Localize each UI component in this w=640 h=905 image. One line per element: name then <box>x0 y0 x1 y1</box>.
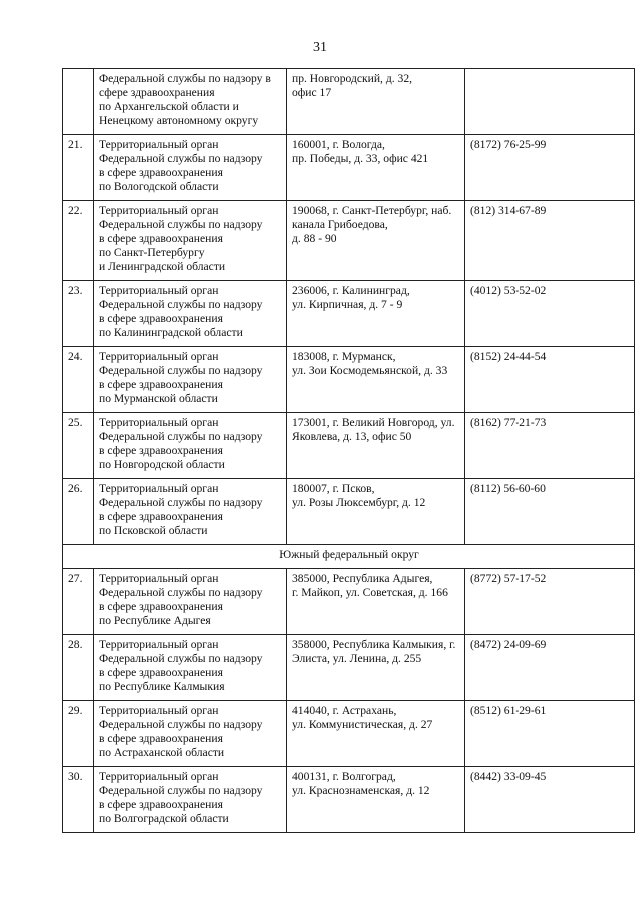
address-line: ул. Коммунистическая, д. 27 <box>292 718 433 731</box>
table-row <box>63 569 635 635</box>
name-line: Территориальный орган <box>99 204 219 217</box>
name-line: Федеральной службы по надзору <box>99 298 263 311</box>
name-line: Федеральной службы по надзору <box>99 652 263 665</box>
address-line: ул. Кирпичная, д. 7 - 9 <box>292 298 403 311</box>
name-line: по Архангельской области и <box>99 100 239 113</box>
table-row <box>63 479 635 545</box>
organization-phone: (8152) 24-44-54 <box>465 347 635 413</box>
organization-name <box>94 701 287 767</box>
table-row <box>63 635 635 701</box>
address-line: 414040, г. Астрахань, <box>292 704 397 717</box>
address-line: 358000, Республика Калмыкия, г. <box>292 638 456 651</box>
organization-address <box>287 479 465 545</box>
organization-address <box>287 135 465 201</box>
table-row <box>63 135 635 201</box>
name-line: по Республике Адыгея <box>99 614 211 627</box>
organization-phone: (8172) 76-25-99 <box>465 135 635 201</box>
organization-name <box>94 767 287 833</box>
address-line: Яковлева, д. 13, офис 50 <box>292 430 412 443</box>
organization-name <box>94 635 287 701</box>
address-line: канала Грибоедова, <box>292 218 388 231</box>
name-line: по Псковской области <box>99 524 208 537</box>
table-row <box>63 281 635 347</box>
name-line: в сфере здравоохранения <box>99 666 223 679</box>
name-line: по Вологодской области <box>99 180 219 193</box>
organization-phone: (8472) 24-09-69 <box>465 635 635 701</box>
organization-phone: (4012) 53-52-02 <box>465 281 635 347</box>
organization-address <box>287 767 465 833</box>
row-number: 26. <box>63 479 94 545</box>
name-line: Территориальный орган <box>99 572 219 585</box>
organization-name <box>94 413 287 479</box>
name-line: Федеральной службы по надзору <box>99 152 263 165</box>
address-line: 190068, г. Санкт-Петербург, наб. <box>292 204 452 217</box>
row-number: 25. <box>63 413 94 479</box>
address-line: 400131, г. Волгоград, <box>292 770 396 783</box>
name-line: Федеральной службы по надзору <box>99 218 263 231</box>
name-line: Территориальный орган <box>99 350 219 363</box>
table-row <box>63 347 635 413</box>
name-line: Федеральной службы по надзору в <box>99 72 271 85</box>
name-line: Территориальный орган <box>99 770 219 783</box>
organization-address <box>287 413 465 479</box>
organization-name <box>94 479 287 545</box>
organization-phone: (8512) 61-29-61 <box>465 701 635 767</box>
organization-phone <box>465 69 635 135</box>
address-line: д. 88 - 90 <box>292 232 337 245</box>
row-number: 27. <box>63 569 94 635</box>
organization-address <box>287 569 465 635</box>
name-line: в сфере здравоохранения <box>99 798 223 811</box>
organization-phone: (8442) 33-09-45 <box>465 767 635 833</box>
name-line: Федеральной службы по надзору <box>99 586 263 599</box>
name-line: Ненецкому автономному округу <box>99 114 259 127</box>
name-line: по Астраханской области <box>99 746 225 759</box>
name-line: по Волгоградской области <box>99 812 229 825</box>
organization-name <box>94 347 287 413</box>
name-line: Территориальный орган <box>99 416 219 429</box>
row-number: 28. <box>63 635 94 701</box>
table-row <box>63 767 635 833</box>
name-line: Территориальный орган <box>99 284 219 297</box>
table-row <box>63 413 635 479</box>
name-line: в сфере здравоохранения <box>99 232 223 245</box>
address-line: Элиста, ул. Ленина, д. 255 <box>292 652 422 665</box>
organization-address <box>287 701 465 767</box>
name-line: Территориальный орган <box>99 638 219 651</box>
table-row-continuation <box>63 69 635 135</box>
organization-name <box>94 135 287 201</box>
name-line: в сфере здравоохранения <box>99 600 223 613</box>
address-line: ул. Зои Космодемьянской, д. 33 <box>292 364 448 377</box>
organization-address <box>287 635 465 701</box>
row-number: 23. <box>63 281 94 347</box>
address-line: г. Майкоп, ул. Советская, д. 166 <box>292 586 448 599</box>
registry-table <box>62 68 635 833</box>
name-line: по Республике Калмыкия <box>99 680 225 693</box>
address-line: офис 17 <box>292 86 332 99</box>
organization-phone: (8112) 56-60-60 <box>465 479 635 545</box>
name-line: сфере здравоохранения <box>99 86 215 99</box>
name-line: Федеральной службы по надзору <box>99 430 263 443</box>
address-line: 160001, г. Вологда, <box>292 138 385 151</box>
address-line: ул. Краснознаменская, д. 12 <box>292 784 430 797</box>
row-number: 30. <box>63 767 94 833</box>
name-line: Федеральной службы по надзору <box>99 364 263 377</box>
organization-name <box>94 281 287 347</box>
organization-phone: (8162) 77-21-73 <box>465 413 635 479</box>
row-number: 22. <box>63 201 94 281</box>
row-number: 29. <box>63 701 94 767</box>
name-line: Территориальный орган <box>99 704 219 717</box>
address-line: 173001, г. Великий Новгород, ул. <box>292 416 455 429</box>
page-number: 31 <box>313 40 327 55</box>
organization-phone: (8772) 57-17-52 <box>465 569 635 635</box>
address-line: 183008, г. Мурманск, <box>292 350 396 363</box>
organization-address <box>287 69 465 135</box>
row-number: 21. <box>63 135 94 201</box>
organization-name <box>94 569 287 635</box>
organization-name <box>94 201 287 281</box>
name-line: по Калининградской области <box>99 326 243 339</box>
name-line: в сфере здравоохранения <box>99 732 223 745</box>
organization-phone: (812) 314-67-89 <box>465 201 635 281</box>
row-number: 24. <box>63 347 94 413</box>
name-line: Территориальный орган <box>99 482 219 495</box>
name-line: и Ленинградской области <box>99 260 226 273</box>
name-line: в сфере здравоохранения <box>99 444 223 457</box>
name-line: Федеральной службы по надзору <box>99 496 263 509</box>
name-line: Федеральной службы по надзору <box>99 784 263 797</box>
name-line: в сфере здравоохранения <box>99 378 223 391</box>
registry-body <box>63 69 635 833</box>
organization-address <box>287 281 465 347</box>
address-line: пр. Победы, д. 33, офис 421 <box>292 152 429 165</box>
organization-name <box>94 69 287 135</box>
address-line: пр. Новгородский, д. 32, <box>292 72 413 85</box>
organization-address <box>287 201 465 281</box>
table-row <box>63 201 635 281</box>
address-line: 236006, г. Калининград, <box>292 284 410 297</box>
name-line: Федеральной службы по надзору <box>99 718 263 731</box>
federal-district-header: Южный федеральный округ <box>63 545 635 569</box>
name-line: по Мурманской области <box>99 392 218 405</box>
table-row <box>63 701 635 767</box>
name-line: в сфере здравоохранения <box>99 312 223 325</box>
name-line: в сфере здравоохранения <box>99 166 223 179</box>
name-line: по Новгородской области <box>99 458 225 471</box>
address-line: 180007, г. Псков, <box>292 482 375 495</box>
organization-address <box>287 347 465 413</box>
name-line: в сфере здравоохранения <box>99 510 223 523</box>
name-line: Территориальный орган <box>99 138 219 151</box>
row-number <box>63 69 94 135</box>
region-header-row <box>63 545 635 569</box>
address-line: 385000, Республика Адыгея, <box>292 572 433 585</box>
name-line: по Санкт-Петербургу <box>99 246 205 259</box>
address-line: ул. Розы Люксембург, д. 12 <box>292 496 426 509</box>
